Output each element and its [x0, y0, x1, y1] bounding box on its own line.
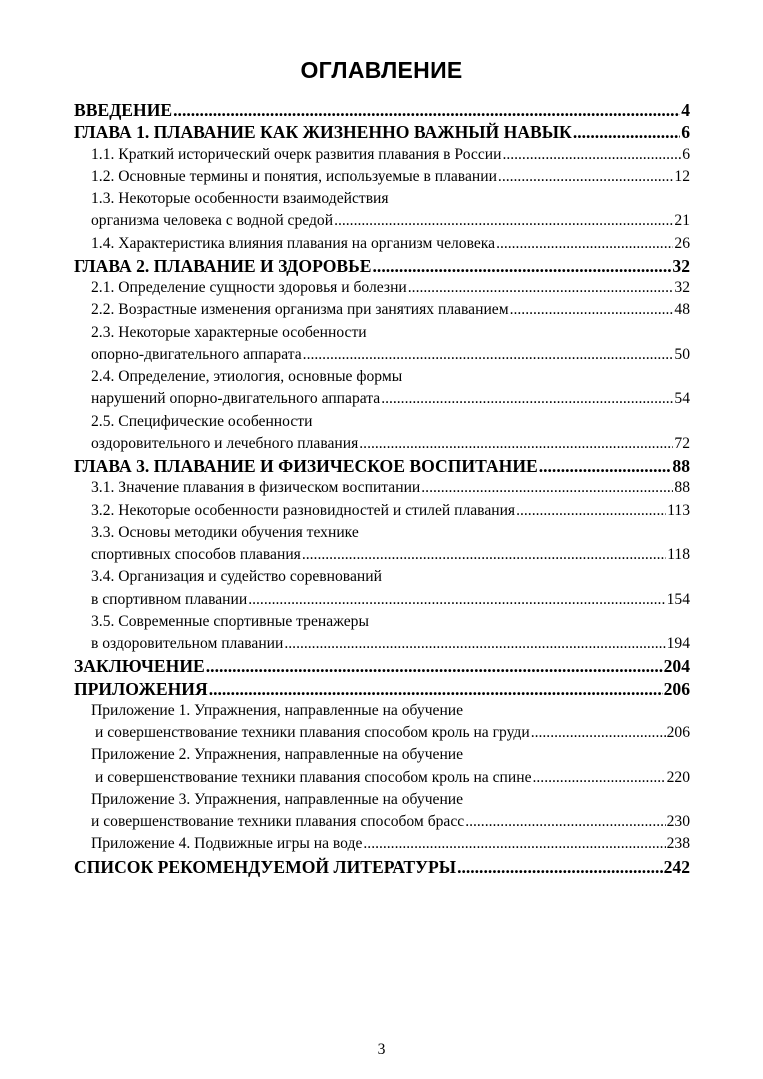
toc-entry-title: Приложение 3. Упражнения, направленные на обучение: [91, 790, 464, 808]
toc-section-entry: [91, 700, 690, 722]
toc-chapter-entry: [74, 678, 690, 700]
toc-section-entry: [91, 500, 690, 522]
toc-dot-leader: [539, 455, 672, 477]
toc-section-entry: [91, 811, 690, 833]
page-number: 3: [377, 1041, 386, 1058]
toc-entry-title: нарушений опорно-двигательного аппарата: [91, 390, 381, 408]
toc-entry-page: 4: [681, 100, 690, 120]
toc-section-entry: [91, 611, 690, 633]
toc-entry-page: 32: [674, 279, 690, 296]
toc-chapter-entry: [74, 455, 690, 477]
toc-chapter-entry: [74, 99, 690, 121]
toc-entry-title: ГЛАВА 2. ПЛАВАНИЕ И ЗДОРОВЬЕ: [74, 255, 372, 276]
toc-entry-title: 1.3. Некоторые особенности взаимодействия: [91, 190, 389, 207]
toc-section-entry: [91, 589, 690, 611]
toc-dot-leader: [373, 255, 672, 277]
toc-entry-title: и совершенствование техники плавания способом кроль на спине: [95, 768, 532, 786]
toc-chapter-entry: [74, 121, 690, 143]
toc-entry-page: 6: [681, 122, 690, 143]
toc-dot-leader: [173, 99, 680, 121]
toc-section-entry: [91, 833, 690, 855]
toc-entry-page: 154: [666, 590, 690, 608]
toc-entry-title: 2.1. Определение сущности здоровья и болезни: [91, 279, 407, 296]
toc-dot-leader: [533, 767, 666, 789]
toc-entry-title: 3.5. Современные спортивные тренажеры: [91, 612, 369, 630]
toc-section-entry: [95, 767, 690, 789]
toc-dot-leader: [510, 299, 674, 321]
toc-entry-page: 21: [674, 212, 690, 230]
toc-entry-title: 1.4. Характеристика влияния плавания на организм человека: [91, 234, 496, 252]
toc-entry-title: ГЛАВА 3. ПЛАВАНИЕ И ФИЗИЧЕСКОЕ ВОСПИТАНИЕ: [74, 456, 538, 476]
toc-dot-leader: [421, 477, 673, 499]
toc-entry-page: 88: [672, 456, 690, 476]
toc-section-entry: [91, 277, 690, 299]
toc-entry-title: 2.3. Некоторые характерные особенности: [91, 323, 367, 341]
toc-dot-leader: [531, 722, 666, 744]
toc-dot-leader: [498, 166, 673, 188]
toc-dot-leader: [457, 856, 663, 878]
toc-entry-page: 54: [674, 390, 690, 408]
toc-entry-page: 88: [674, 479, 690, 497]
toc-chapter-entry: [74, 655, 690, 677]
toc-entry-title: 3.3. Основы методики обучения технике: [91, 523, 359, 541]
toc-section-entry: [91, 299, 690, 321]
toc-entry-page: 6: [682, 145, 690, 163]
toc-entry-title: ВВЕДЕНИЕ: [74, 100, 173, 120]
toc-entry-title: спортивных способов плавания: [91, 546, 301, 563]
toc-dot-leader: [408, 277, 674, 299]
toc-section-entry: [91, 744, 690, 766]
toc-section-entry: [91, 477, 690, 499]
toc-entry-title: оздоровительного и лечебного плавания: [91, 434, 359, 452]
toc-section-entry: [91, 411, 690, 433]
toc-entry-title: опорно-двигательного аппарата: [91, 345, 302, 363]
toc-section-entry: [91, 566, 690, 588]
toc-dot-leader: [206, 655, 663, 677]
toc-entry-title: Приложение 4. Подвижные игры на воде: [91, 835, 363, 853]
toc-dot-leader: [248, 589, 665, 611]
toc-entry-page: 12: [674, 167, 690, 185]
toc-entry-title: организма человека с водной средой: [91, 212, 334, 230]
toc-dot-leader: [334, 210, 673, 232]
toc-entry-title: 2.2. Возрастные изменения организма при занятиях плаванием: [91, 301, 509, 319]
toc-chapter-entry: [74, 856, 690, 878]
toc-section-entry: [91, 633, 690, 655]
page-title: ОГЛАВЛЕНИЕ: [300, 57, 463, 83]
toc-section-entry: [91, 210, 690, 232]
toc-entry-page: 72: [674, 434, 690, 452]
toc-entry-page: 50: [674, 345, 690, 363]
toc-section-entry: [91, 544, 690, 566]
toc-entry-page: 26: [674, 234, 690, 252]
toc-entry-title: ГЛАВА 1. ПЛАВАНИЕ КАК ЖИЗНЕННО ВАЖНЫЙ НАВЫК: [74, 122, 572, 143]
toc-entry-title: ПРИЛОЖЕНИЯ: [74, 678, 208, 699]
toc-dot-leader: [516, 500, 666, 522]
toc-entry-title: 3.2. Некоторые особенности разновидностей и стилей плавания: [91, 501, 516, 519]
toc-dot-leader: [381, 388, 673, 410]
toc-entry-page: 206: [663, 678, 690, 699]
toc-entry-title: 2.4. Определение, этиология, основные формы: [91, 368, 403, 385]
toc-section-entry: [91, 522, 690, 544]
toc-entry-page: 194: [666, 635, 690, 652]
toc-section-entry: [91, 388, 690, 410]
toc-entry-title: Приложение 2. Упражнения, направленные на обучение: [91, 746, 464, 764]
toc-entry-page: 204: [663, 656, 690, 677]
toc-dot-leader: [573, 121, 680, 143]
toc-entry-page: 206: [666, 724, 690, 741]
toc-entry-title: ЗАКЛЮЧЕНИЕ: [74, 656, 205, 677]
toc-entry-page: 48: [674, 301, 690, 319]
toc-entry-page: 118: [667, 546, 690, 563]
toc-section-entry: [95, 722, 690, 744]
toc-entry-page: 220: [666, 768, 690, 786]
toc-dot-leader: [209, 678, 663, 700]
toc-dot-leader: [284, 633, 665, 655]
toc-entry-page: 113: [667, 501, 690, 519]
toc-entry-title: 3.4. Организация и судейство соревнований: [91, 568, 382, 586]
toc-section-entry: [91, 789, 690, 811]
toc-entry-page: 32: [672, 255, 690, 276]
toc-entry-title: и совершенствование техники плавания способом кроль на груди: [95, 724, 530, 741]
toc-entry-title: 2.5. Специфические особенности: [91, 412, 313, 430]
toc-section-entry: [91, 188, 690, 210]
toc-entry-title: и совершенствование техники плавания способом брасс: [91, 813, 465, 830]
toc-entry-title: в спортивном плавании: [91, 590, 248, 608]
toc-entry-title: Приложение 1. Упражнения, направленные на обучение: [91, 701, 464, 719]
toc-section-entry: [91, 344, 690, 366]
toc-dot-leader: [302, 544, 666, 566]
toc-entry-title: в оздоровительном плавании: [91, 635, 284, 652]
toc-dot-leader: [465, 811, 665, 833]
toc-entry-title: 1.1. Краткий исторический очерк развития плавания в России: [91, 145, 502, 163]
toc-section-entry: [91, 233, 690, 255]
toc-dot-leader: [496, 233, 673, 255]
toc-section-entry: [91, 433, 690, 455]
toc-dot-leader: [502, 144, 681, 166]
toc-section-entry: [91, 322, 690, 344]
toc-chapter-entry: [74, 255, 690, 277]
toc-entry-title: СПИСОК РЕКОМЕНДУЕМОЙ ЛИТЕРАТУРЫ: [74, 856, 457, 877]
toc-section-entry: [91, 166, 690, 188]
toc-entry-title: 3.1. Значение плавания в физическом воспитании: [91, 479, 421, 497]
toc-dot-leader: [303, 344, 674, 366]
toc-entry-title: 1.2. Основные термины и понятия, используемые в плавании: [91, 167, 497, 185]
toc-section-entry: [91, 144, 690, 166]
toc-entry-page: 238: [666, 835, 690, 853]
toc-dot-leader: [359, 433, 673, 455]
toc-section-entry: [91, 366, 690, 388]
toc-entry-page: 230: [666, 813, 690, 830]
toc-entry-page: 242: [663, 856, 690, 877]
toc-dot-leader: [363, 833, 665, 855]
